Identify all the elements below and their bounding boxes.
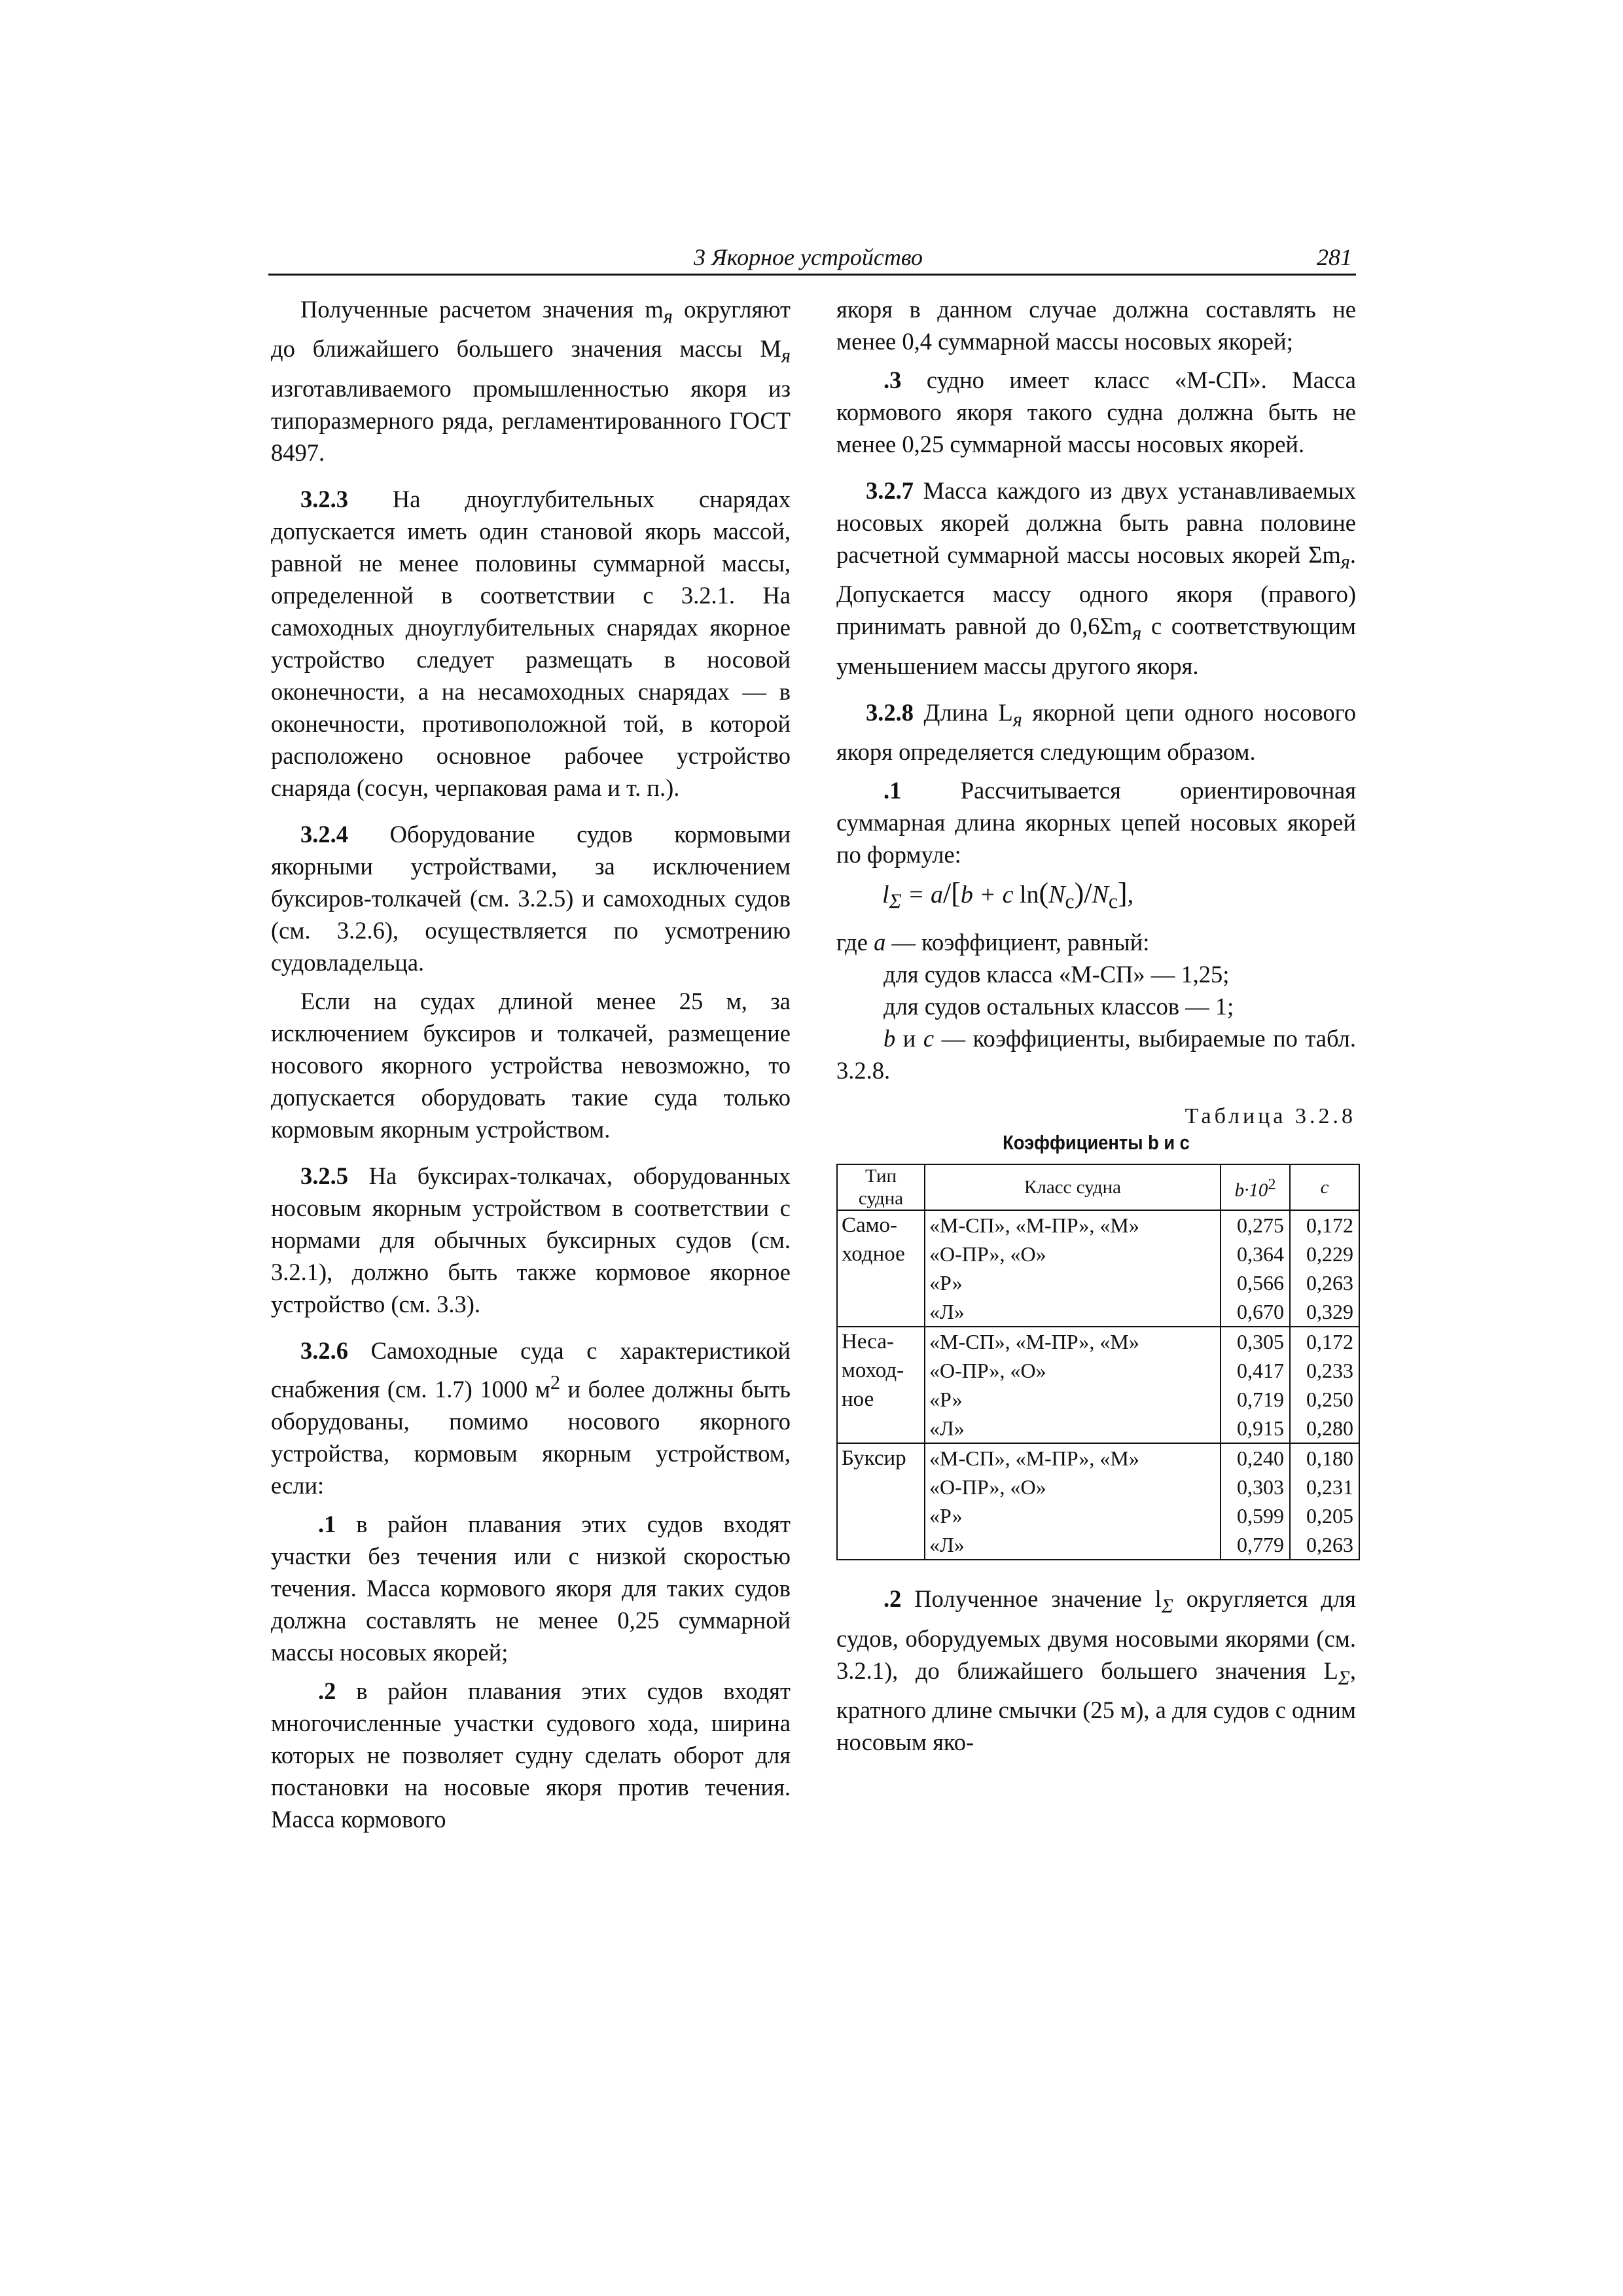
cell-class: «Л» — [925, 1530, 1221, 1560]
table-row — [837, 1327, 1359, 1356]
table-row — [837, 1210, 1359, 1240]
item-2: .2 в район плавания этих судов входят многочисленные участки судового хода, ширина которых не позволяет судну сделать оборот для постановки на носовые якоря против течения. Масса кормового — [271, 1677, 791, 1833]
cell-b: 0,305 — [1221, 1327, 1290, 1356]
item-3: .3 судно имеет класс «М-СП». Масса кормового якоря такого судна должна быть не менее 0,25 суммарной массы носовых якорей. — [836, 367, 1356, 457]
paragraph-rounding: Полученные расчетом значения $m_я$ округляют до ближайшего большего значения массы $M_я$ изготавливаемого промышленностью якоря из типоразмерного ряда, регламентированного ГОСТ 8497. — [271, 296, 791, 466]
cell-b: 0,275 — [1221, 1210, 1290, 1240]
section-3-2-5: 3.2.5 На буксирах-толкачах, оборудованных носовым якорным устройством в соответствии с нормами для обычных буксирных судов (см. 3.2.1), должно быть также кормовое якорное устройство (см. 3.3). — [271, 1162, 791, 1318]
cell-c: 0,263 — [1290, 1530, 1359, 1560]
table-title: Коэффициенты b и c — [1003, 1131, 1190, 1155]
section-number: 3.2.5 — [300, 1162, 348, 1189]
cell-vessel-type: Само- ходное — [837, 1210, 925, 1327]
section-number: 3.2.3 — [300, 485, 348, 512]
cell-c: 0,180 — [1290, 1443, 1359, 1473]
header-c: c — [1290, 1164, 1359, 1210]
cell-c: 0,233 — [1290, 1356, 1359, 1385]
cell-b: 0,779 — [1221, 1530, 1290, 1560]
where-line-other: для судов остальных классов — 1; — [883, 993, 1234, 1020]
cell-b: 0,915 — [1221, 1414, 1290, 1443]
cell-vessel-type: Буксир — [837, 1443, 925, 1560]
cell-class: «О-ПР», «О» — [925, 1473, 1221, 1501]
cell-c: 0,172 — [1290, 1327, 1359, 1356]
cell-class: «Р» — [925, 1501, 1221, 1530]
cell-c: 0,229 — [1290, 1240, 1359, 1268]
section-3-2-3: 3.2.3 На дноуглубительных снарядах допускается иметь один становой якорь массой, равной не менее половины суммарной массы, определенной в соответствии с 3.2.1. На самоходных дноуглубительных снарядах якорное устройство следует размещать в носовой оконечности, а на несамоходных снарядах — в оконечности, противоположной той, в которой расположено основное рабочее устройство снаряда (сосун, черпаковая рама и т. п.). — [271, 485, 791, 801]
cell-vessel-type: Неса- моход- ное — [837, 1327, 925, 1443]
section-number: 3.2.8 — [866, 698, 914, 726]
cell-b: 0,719 — [1221, 1385, 1290, 1414]
cell-b: 0,417 — [1221, 1356, 1290, 1385]
right-column — [836, 293, 1356, 1765]
cell-class: «Р» — [925, 1385, 1221, 1414]
cell-class: «О-ПР», «О» — [925, 1356, 1221, 1385]
cell-class: «Р» — [925, 1268, 1221, 1297]
where-line-bc: b и c — коэффициенты, выбираемые по табл. 3.2.8. — [836, 1025, 1356, 1085]
running-header — [268, 241, 1356, 276]
coefficients-table — [836, 1164, 1360, 1560]
section-number: 3.2.6 — [300, 1336, 348, 1364]
cell-class: «Л» — [925, 1414, 1221, 1443]
section-number: 3.2.7 — [866, 477, 914, 504]
item-r2: .2 Полученное значение $l_\Sigma$ округляется для судов, оборудуемых двумя носовыми якорями (см. 3.2.1), до ближайшего большего значения $L_\Sigma$, кратного длине смычки (25 м), а для судов с одним носовым яко- — [836, 1585, 1356, 1756]
section-3-2-7: 3.2.7 Масса каждого из двух устанавливаемых носовых якорей должна быть равна половине расчетной суммарной массы носовых якорей $\Sigma m_я$. Допускается массу одного якоря (правого) принимать равной до $0,6\Sigma m_я$ с соответствующим уменьшением массы другого якоря. — [836, 477, 1356, 679]
cell-class: «Л» — [925, 1297, 1221, 1327]
cell-c: 0,205 — [1290, 1501, 1359, 1530]
cell-class: «М-СП», «М-ПР», «М» — [925, 1443, 1221, 1473]
table-row — [837, 1443, 1359, 1473]
section-number: 3.2.4 — [300, 820, 348, 848]
left-column — [271, 293, 791, 1842]
cell-class: «М-СП», «М-ПР», «М» — [925, 1327, 1221, 1356]
where-line: где a — коэффициент, равный: — [836, 929, 1150, 956]
cell-class: «М-СП», «М-ПР», «М» — [925, 1210, 1221, 1240]
cell-c: 0,329 — [1290, 1297, 1359, 1327]
section-3-2-8: 3.2.8 Длина $L_я$ якорной цепи одного носового якоря определяется следующим образом. — [836, 698, 1356, 765]
header-title: 3 Якорное устройство — [694, 244, 923, 270]
header-class: Класс судна — [925, 1164, 1221, 1210]
header-b: $b\cdot 10^2$ — [1221, 1164, 1290, 1210]
where-line-msp: для судов класса «М-СП» — 1,25; — [883, 961, 1230, 988]
cell-class: «О-ПР», «О» — [925, 1240, 1221, 1268]
cell-b: 0,303 — [1221, 1473, 1290, 1501]
item-r1: .1 Рассчитывается ориентировочная суммарная длина якорных цепей носовых якорей по формуле: — [836, 776, 1356, 868]
cell-b: 0,364 — [1221, 1240, 1290, 1268]
cell-c: 0,172 — [1290, 1210, 1359, 1240]
cell-b: 0,240 — [1221, 1443, 1290, 1473]
table-caption: Таблица 3.2.8 — [1185, 1104, 1356, 1129]
section-3-2-4-para-2: Если на судах длиной менее 25 м, за исключением буксиров и толкачей, размещение носового якорного устройства невозможно, то допускается оборудовать такие суда только кормовым якорным устройством. — [271, 987, 791, 1143]
section-3-2-6: 3.2.6 Самоходные суда с характеристикой снабжения (см. 1.7) 1000 $м^2$ и более должны быть оборудованы, помимо носового якорного устройства, кормовым якорным устройством, если: — [271, 1336, 791, 1499]
cell-b: 0,599 — [1221, 1501, 1290, 1530]
cell-b: 0,566 — [1221, 1268, 1290, 1297]
header-type: Тип судна — [837, 1164, 925, 1210]
cell-c: 0,263 — [1290, 1268, 1359, 1297]
cell-b: 0,670 — [1221, 1297, 1290, 1327]
table-header-row — [837, 1164, 1359, 1210]
chain-length-formula: $l_\Sigma = a/[b + c$ $\ln(N_c)/N_c$], — [882, 876, 1134, 913]
item-2-continued: якоря в данном случае должна составлять не менее 0,4 суммарной массы носовых якорей; — [836, 296, 1356, 355]
page-number: 281 — [1317, 244, 1352, 270]
section-3-2-4: 3.2.4 Оборудование судов кормовыми якорными устройствами, за исключением буксиров-толкачей (см. 3.2.5) и самоходных судов (см. 3.2.6), осуществляется по усмотрению судовладельца. — [271, 820, 791, 976]
item-1: .1 в район плавания этих судов входят участки без течения или с низкой скоростью течения. Масса кормового якоря для таких судов должна составлять не менее 0,25 суммарной массы носовых якорей; — [271, 1510, 791, 1666]
cell-c: 0,231 — [1290, 1473, 1359, 1501]
cell-c: 0,280 — [1290, 1414, 1359, 1443]
cell-c: 0,250 — [1290, 1385, 1359, 1414]
